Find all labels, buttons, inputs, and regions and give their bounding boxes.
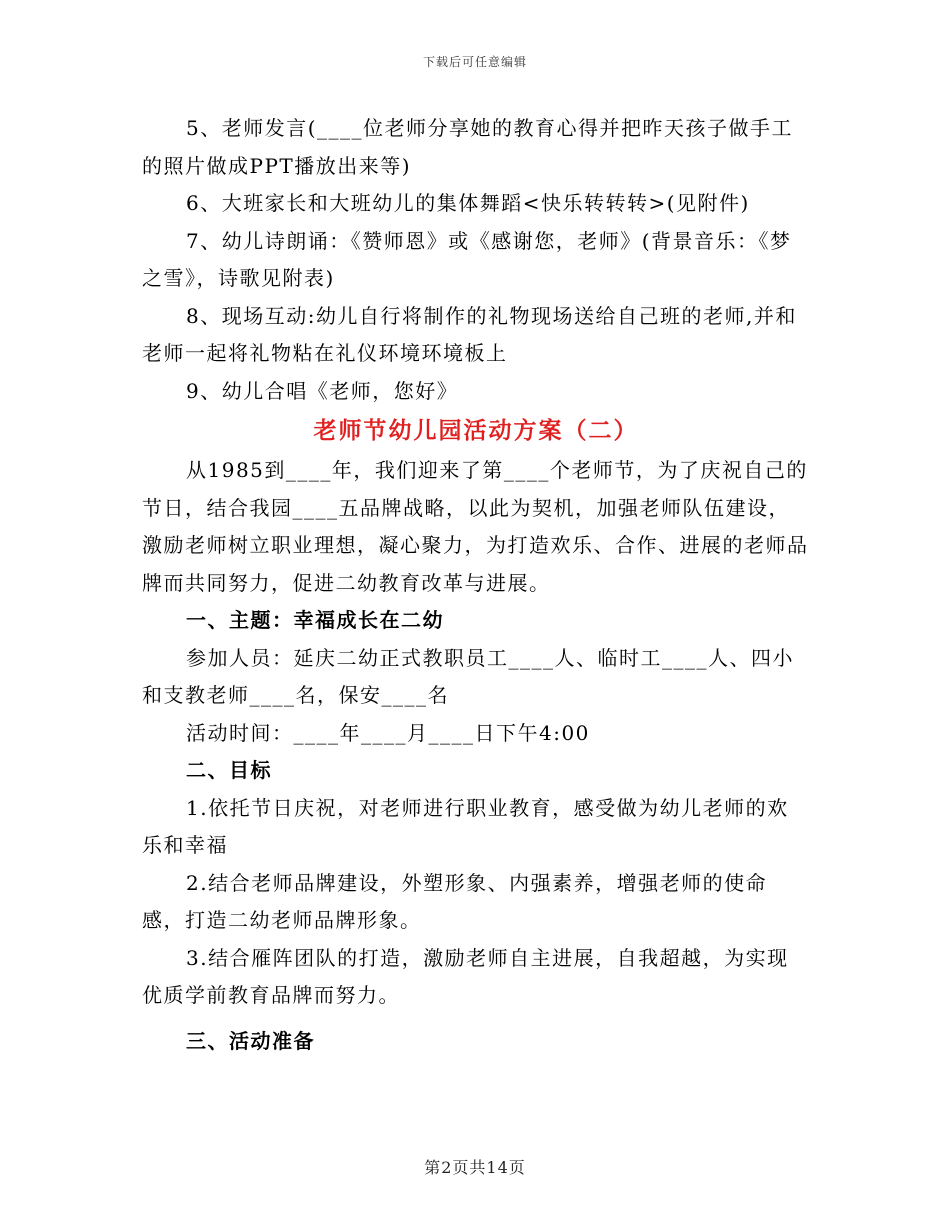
goal-item-1: 1.依托节日庆祝，对老师进行职业教育，感受做为幼儿老师的欢乐和幸福 xyxy=(142,795,789,857)
list-item-9: 9、幼儿合唱《老师，您好》 xyxy=(186,378,459,403)
page-number: 第2页共14页 xyxy=(424,1158,526,1177)
heading-preparation: 三、活动准备 xyxy=(186,1028,315,1053)
goal-item-2: 2.结合老师品牌建设，外塑形象、内强素养，增强老师的使命感，打造二幼老师品牌形象。 xyxy=(142,870,768,932)
list-item-5: 5、老师发言(____位老师分享她的教育心得并把昨天孩子做手工的照片做成PPT播放出来等) xyxy=(142,116,794,178)
list-item-7: 7、幼儿诗朗诵：《赞师恩》或《感谢您，老师》(背景音乐：《梦之雪》，诗歌见附表) xyxy=(142,228,792,290)
intro-paragraph: 从1985到____年，我们迎来了第____个老师节，为了庆祝自己的节日，结合我园____五品牌战略，以此为契机，加强老师队伍建设，激励老师树立职业理想，凝心聚力，为打造欢乐、合作、进展的老师品牌而共同努力，促进二幼教育改革与进展。 xyxy=(142,458,809,595)
header-note: 下载后可任意编辑 xyxy=(422,55,527,69)
list-item-6: 6、大班家长和大班幼儿的集体舞蹈<快乐转转转>(见附件) xyxy=(186,191,750,215)
section-title: 老师节幼儿园活动方案（二） xyxy=(313,417,639,444)
heading-theme: 一、主题：幸福成长在二幼 xyxy=(186,608,444,632)
heading-goals: 二、目标 xyxy=(186,758,272,782)
goal-item-3: 3.结合雁阵团队的打造，激励老师自主进展，自我超越，为实现优质学前教育品牌而努力。 xyxy=(142,945,789,1007)
list-item-8: 8、现场互动:幼儿自行将制作的礼物现场送给自己班的老师,并和老师一起将礼物粘在礼仪环境环境板上 xyxy=(142,303,797,365)
time-paragraph: 活动时间：____年____月____日下午4:00 xyxy=(186,720,590,745)
participants-paragraph: 参加人员：延庆二幼正式教职员工____人、临时工____人、四小和支教老师____名，保安____名 xyxy=(142,645,794,707)
document-body xyxy=(142,110,810,1060)
